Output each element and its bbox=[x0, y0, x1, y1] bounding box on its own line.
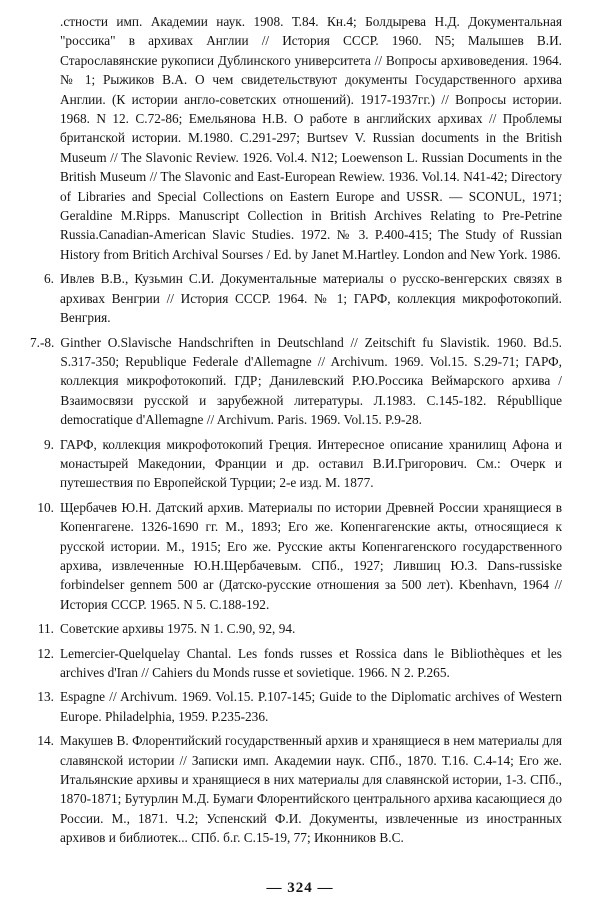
reference-text: Советские архивы 1975. N 1. С.90, 92, 94. bbox=[60, 621, 296, 637]
reference-number: 13. bbox=[37, 689, 54, 705]
reference-text: Ивлев В.В., Кузьмин С.И. Документальные материалы о русско-венгерских связях в архивах Венгрии // История СССР. 1964. № 1; ГАРФ, коллекция микрофотокопий. Венгрия. bbox=[60, 271, 562, 326]
reference-text: Щербачев Ю.Н. Датский архив. Материалы по истории Древней России хранящиеся в Копенгагене. 1326-1690 гг. М., 1893; Его же. Копенгагенские акты, относящиеся к русской истории. М., 1915; Его же. Русские акты Копенгагенского государственного архива, извлеченные Ю.Н.Щербачевым. СПб., 1927; Лившиц Ю.З. Dans-russiske forbindelser gennem 500 ar (Датско-русские отношения за 500 лет). Kbenhavn, 1964 // История СССР. 1965. N 5. С.188-192. bbox=[60, 499, 562, 612]
reference-text: Espagne // Archivum. 1969. Vol.15. P.107-145; Guide to the Diplomatic archives of Western Europe. Philadelphia, 1959. P.235-236. bbox=[60, 689, 562, 724]
reference-text: ГАРФ, коллекция микрофотокопий Греция. Интересное описание хранилищ Афона и монастырей Македонии, Франции и др. оставил В.И.Григорович. См.: Очерк и путешествия по Европейской Турции; 2-е изд. М. 1877. bbox=[60, 436, 562, 491]
reference-item-7-8 bbox=[30, 333, 562, 430]
reference-number: 7.-8. bbox=[30, 334, 55, 350]
reference-item-13 bbox=[30, 687, 562, 726]
reference-text: .стности имп. Академии наук. 1908. Т.84. Кн.4; Болдырева Н.Д. Документальная "россика" в архивах Англии // История СССР. 1960. N5; Малышев В.И. Старославянские рукописи Дублинского университета // Вопросы архивоведения. 1964. № 1; Рыжиков В.А. О чем свидетельствуют документы Государственного архива Англии. (К истории англо-советских отношений). 1917-1937гг.) // Вопросы истории. 1968. N 12. С.72-86; Емельянова Н.В. О работе в английских архивах // Проблемы британской истории. М.1980. С.291-297; Burtsev V. Russian documents in the British Museum // The Slavonic Review. 1926. Vol.4. N12; Loewenson L. Russian Documents in the British Museum // The Slavonic and East-European Rewiew. 1936. Vol.14. N41-42; Directory of Libraries and Special Collections on Eastern Europe and USSR. — SCONUL, 1971; Geraldine M.Ripps. Manuscript Collection in British Archives Relating to Pre-Petrine Russia.Canadian-American Slavic Studies. 1972. № 3. P.400-415; The Study of Russian History from Britich Archival Sourses / Ed. by Janet M.Hartley. London and New York. 1986. bbox=[60, 14, 562, 262]
reference-item-9 bbox=[30, 435, 562, 493]
page-number: — 324 — bbox=[266, 880, 334, 896]
reference-item-10 bbox=[30, 498, 562, 614]
reference-list bbox=[30, 12, 562, 853]
reference-number: 12. bbox=[37, 645, 54, 661]
reference-item-6 bbox=[30, 269, 562, 327]
reference-item-continued bbox=[30, 12, 562, 264]
reference-item-12 bbox=[30, 644, 562, 683]
reference-text: Lemercier-Quelquelay Chantal. Les fonds russes et Rossica dans le Bibliothèques et les archives d'Iran // Cahiers du Monds russe et sovietique. 1966. N 2. P.265. bbox=[60, 645, 562, 680]
reference-number: 11. bbox=[37, 621, 54, 637]
reference-number: 10. bbox=[37, 499, 54, 515]
reference-text: Макушев В. Флорентийский государственный архив и хранящиеся в нем материалы для славянской истории // Записки имп. Академии наук. СПб., 1870. Т.16. С.4-14; Его же. Итальянские архивы и хранящиеся в них материалы для славянской истории, 1-3. СПб., 1870-1871; Бутурлин М.Д. Бумаги Флорентийского центрального архива касающиеся до России. М., 1871. Ч.2; Успенский Ф.И. Документы, извлеченные из иностранных архивов и библиотек... СПб. б.г. С.15-19, 77; Иконников В.С. bbox=[60, 733, 562, 846]
reference-number: 14. bbox=[37, 733, 54, 749]
reference-item-11 bbox=[30, 619, 562, 638]
reference-number: 6. bbox=[44, 271, 54, 287]
reference-text: Ginther O.Slavische Handschriften in Deutschland // Zeitschift fu Slavistik. 1960. Bd.5. S.317-350; Republique Federale d'Allemagne // Archivum. 1969. Vol.15. S.29-71; ГАРФ, коллекция микрофотокопий. ГДР; Данилевский Р.Ю.Россика Веймарского архива / Взаимосвязи русской и зарубежной литературы. Л.1983. С.145-182. Républlique democratique d'Allemagne // Archivum. Paris. 1969. Vol.15. P.9-28. bbox=[60, 334, 562, 428]
reference-number: 9. bbox=[44, 436, 54, 452]
reference-item-14 bbox=[30, 731, 562, 847]
